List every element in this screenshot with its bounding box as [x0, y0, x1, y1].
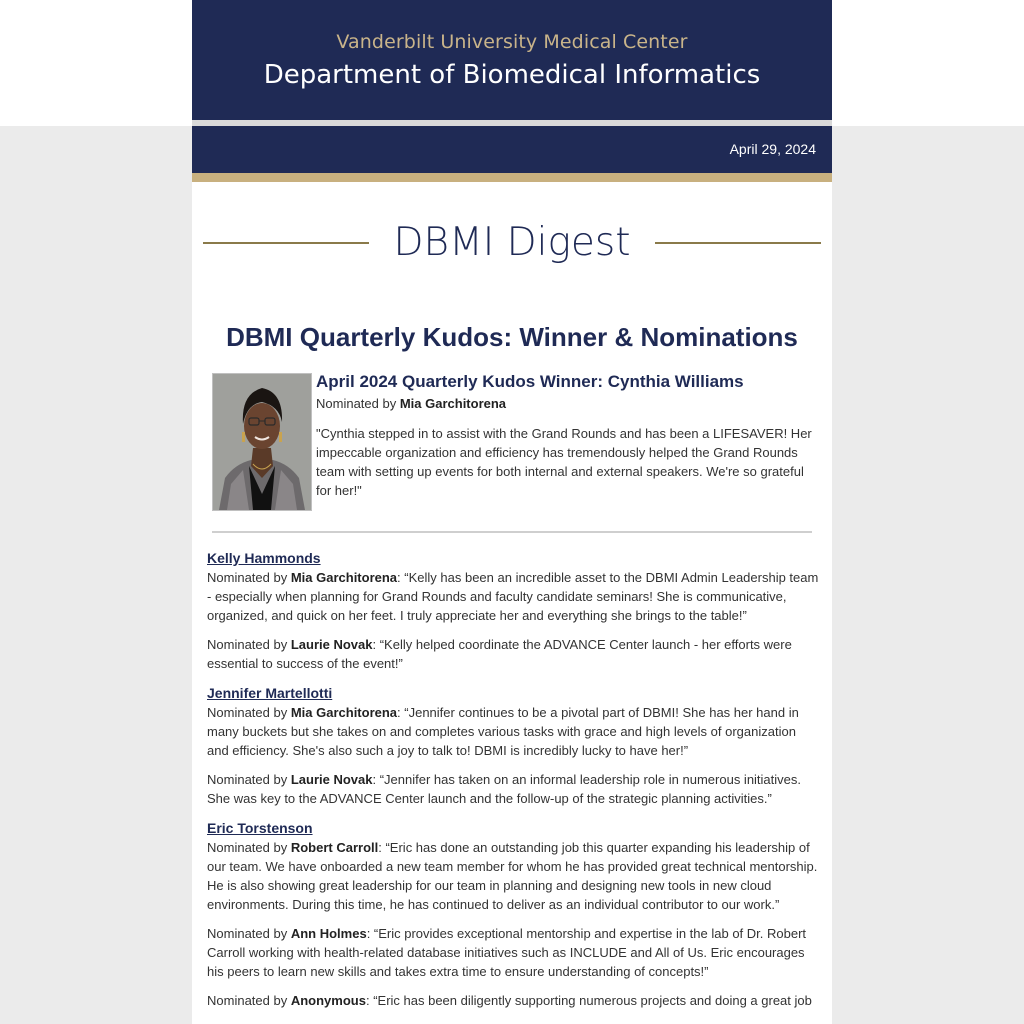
issue-date: April 29, 2024 [729, 141, 816, 157]
nomination [207, 703, 819, 760]
nominated-by-label: Nominated by [316, 396, 397, 411]
winner-nominator: Mia Garchitorena [399, 396, 507, 411]
nominated-by-label: Nominated by [207, 637, 288, 652]
nominated-by-label: Nominated by [207, 705, 288, 720]
nominator-name: Anonymous [290, 993, 366, 1008]
nomination-quote: : “Eric has done an outstanding job this quarter expanding his leadership of our team. We have onboarded a new team member for whom he has provided great technical mentorship. He is also showing great leadership for our team in planning and designing new tools in new cloud environments. During this time, he has continued to deliver as an individual contributor to our work.” [207, 840, 818, 912]
nominator-name: Mia Garchitorena [290, 705, 398, 720]
header-banner [192, 0, 832, 120]
portrait-image [213, 374, 311, 510]
nominee-block [207, 548, 819, 673]
nominee-link[interactable]: Jennifer Martellotti [207, 685, 333, 701]
nominator-name: Laurie Novak [290, 772, 373, 787]
nominee-block [207, 683, 819, 808]
nominee-link[interactable]: Eric Torstenson [207, 820, 313, 836]
nomination-quote: : “Jennifer continues to be a pivotal part of DBMI! She has her hand in many buckets but she takes on and completes various tasks with grace and high levels of organization and efficiency. She's also such a joy to talk to! DBMI is incredibly lucky to have her!” [207, 705, 799, 758]
nominator-name: Ann Holmes [290, 926, 367, 941]
newsletter-content [192, 182, 832, 1024]
nomination-quote: : “Kelly has been an incredible asset to the DBMI Admin Leadership team - especially when planning for Grand Rounds and faculty candidate seminars! She is communicative, organized, and quick on her feet. I truly appreciate her and everything she brings to the table!” [207, 570, 819, 623]
page-title: DBMI Quarterly Kudos: Winner & Nominations [226, 322, 798, 352]
nomination-quote: : “Eric has been diligently supporting numerous projects and doing a great job [365, 993, 812, 1008]
winner-nominated-by [316, 396, 506, 411]
date-bar [192, 126, 832, 173]
nomination [207, 635, 819, 673]
email-column [192, 0, 832, 1024]
org-name: Vanderbilt University Medical Center [336, 31, 688, 53]
nominated-by-label: Nominated by [207, 772, 288, 787]
department-name: Department of Biomedical Informatics [263, 60, 761, 90]
nominated-by-label: Nominated by [207, 840, 288, 855]
nominations-list [207, 548, 819, 1020]
nomination [207, 991, 819, 1010]
nomination [207, 924, 819, 981]
gold-divider [192, 173, 832, 182]
nominator-name: Mia Garchitorena [290, 570, 398, 585]
nominee-link[interactable]: Kelly Hammonds [207, 550, 321, 566]
nominee-block [207, 818, 819, 1010]
digest-title: DBMI Digest [393, 220, 631, 265]
nomination-quote: : “Jennifer has taken on an informal leadership role in numerous initiatives. She was key to the ADVANCE Center launch and the follow-up of the strategic planning activities.” [207, 772, 802, 806]
nomination [207, 838, 819, 914]
nominator-name: Robert Carroll [290, 840, 379, 855]
winner-quote: "Cynthia stepped in to assist with the Grand Rounds and has been a LIFESAVER! Her impeccable organization and efficiency has tremendously helped the Grand Rounds team with setting up events for both internal and external speakers. We're so grateful for her!" [316, 426, 812, 498]
nomination [207, 770, 819, 808]
winner-photo [212, 373, 312, 511]
nomination-quote: : “Kelly helped coordinate the ADVANCE Center launch - her efforts were essential to success of the event!” [207, 637, 792, 671]
winner-title: April 2024 Quarterly Kudos Winner: Cynthia Williams [316, 372, 744, 391]
nominated-by-label: Nominated by [207, 993, 288, 1008]
nominated-by-label: Nominated by [207, 570, 288, 585]
nominator-name: Laurie Novak [290, 637, 373, 652]
nomination-quote: : “Eric provides exceptional mentorship and expertise in the lab of Dr. Robert Carroll working with health-related database initiatives such as INCLUDE and All of Us. Eric encourages his peers to learn new skills and takes extra time to ensure understanding of concepts!” [207, 926, 807, 979]
section-divider [212, 531, 812, 533]
nomination [207, 568, 819, 625]
nominated-by-label: Nominated by [207, 926, 288, 941]
